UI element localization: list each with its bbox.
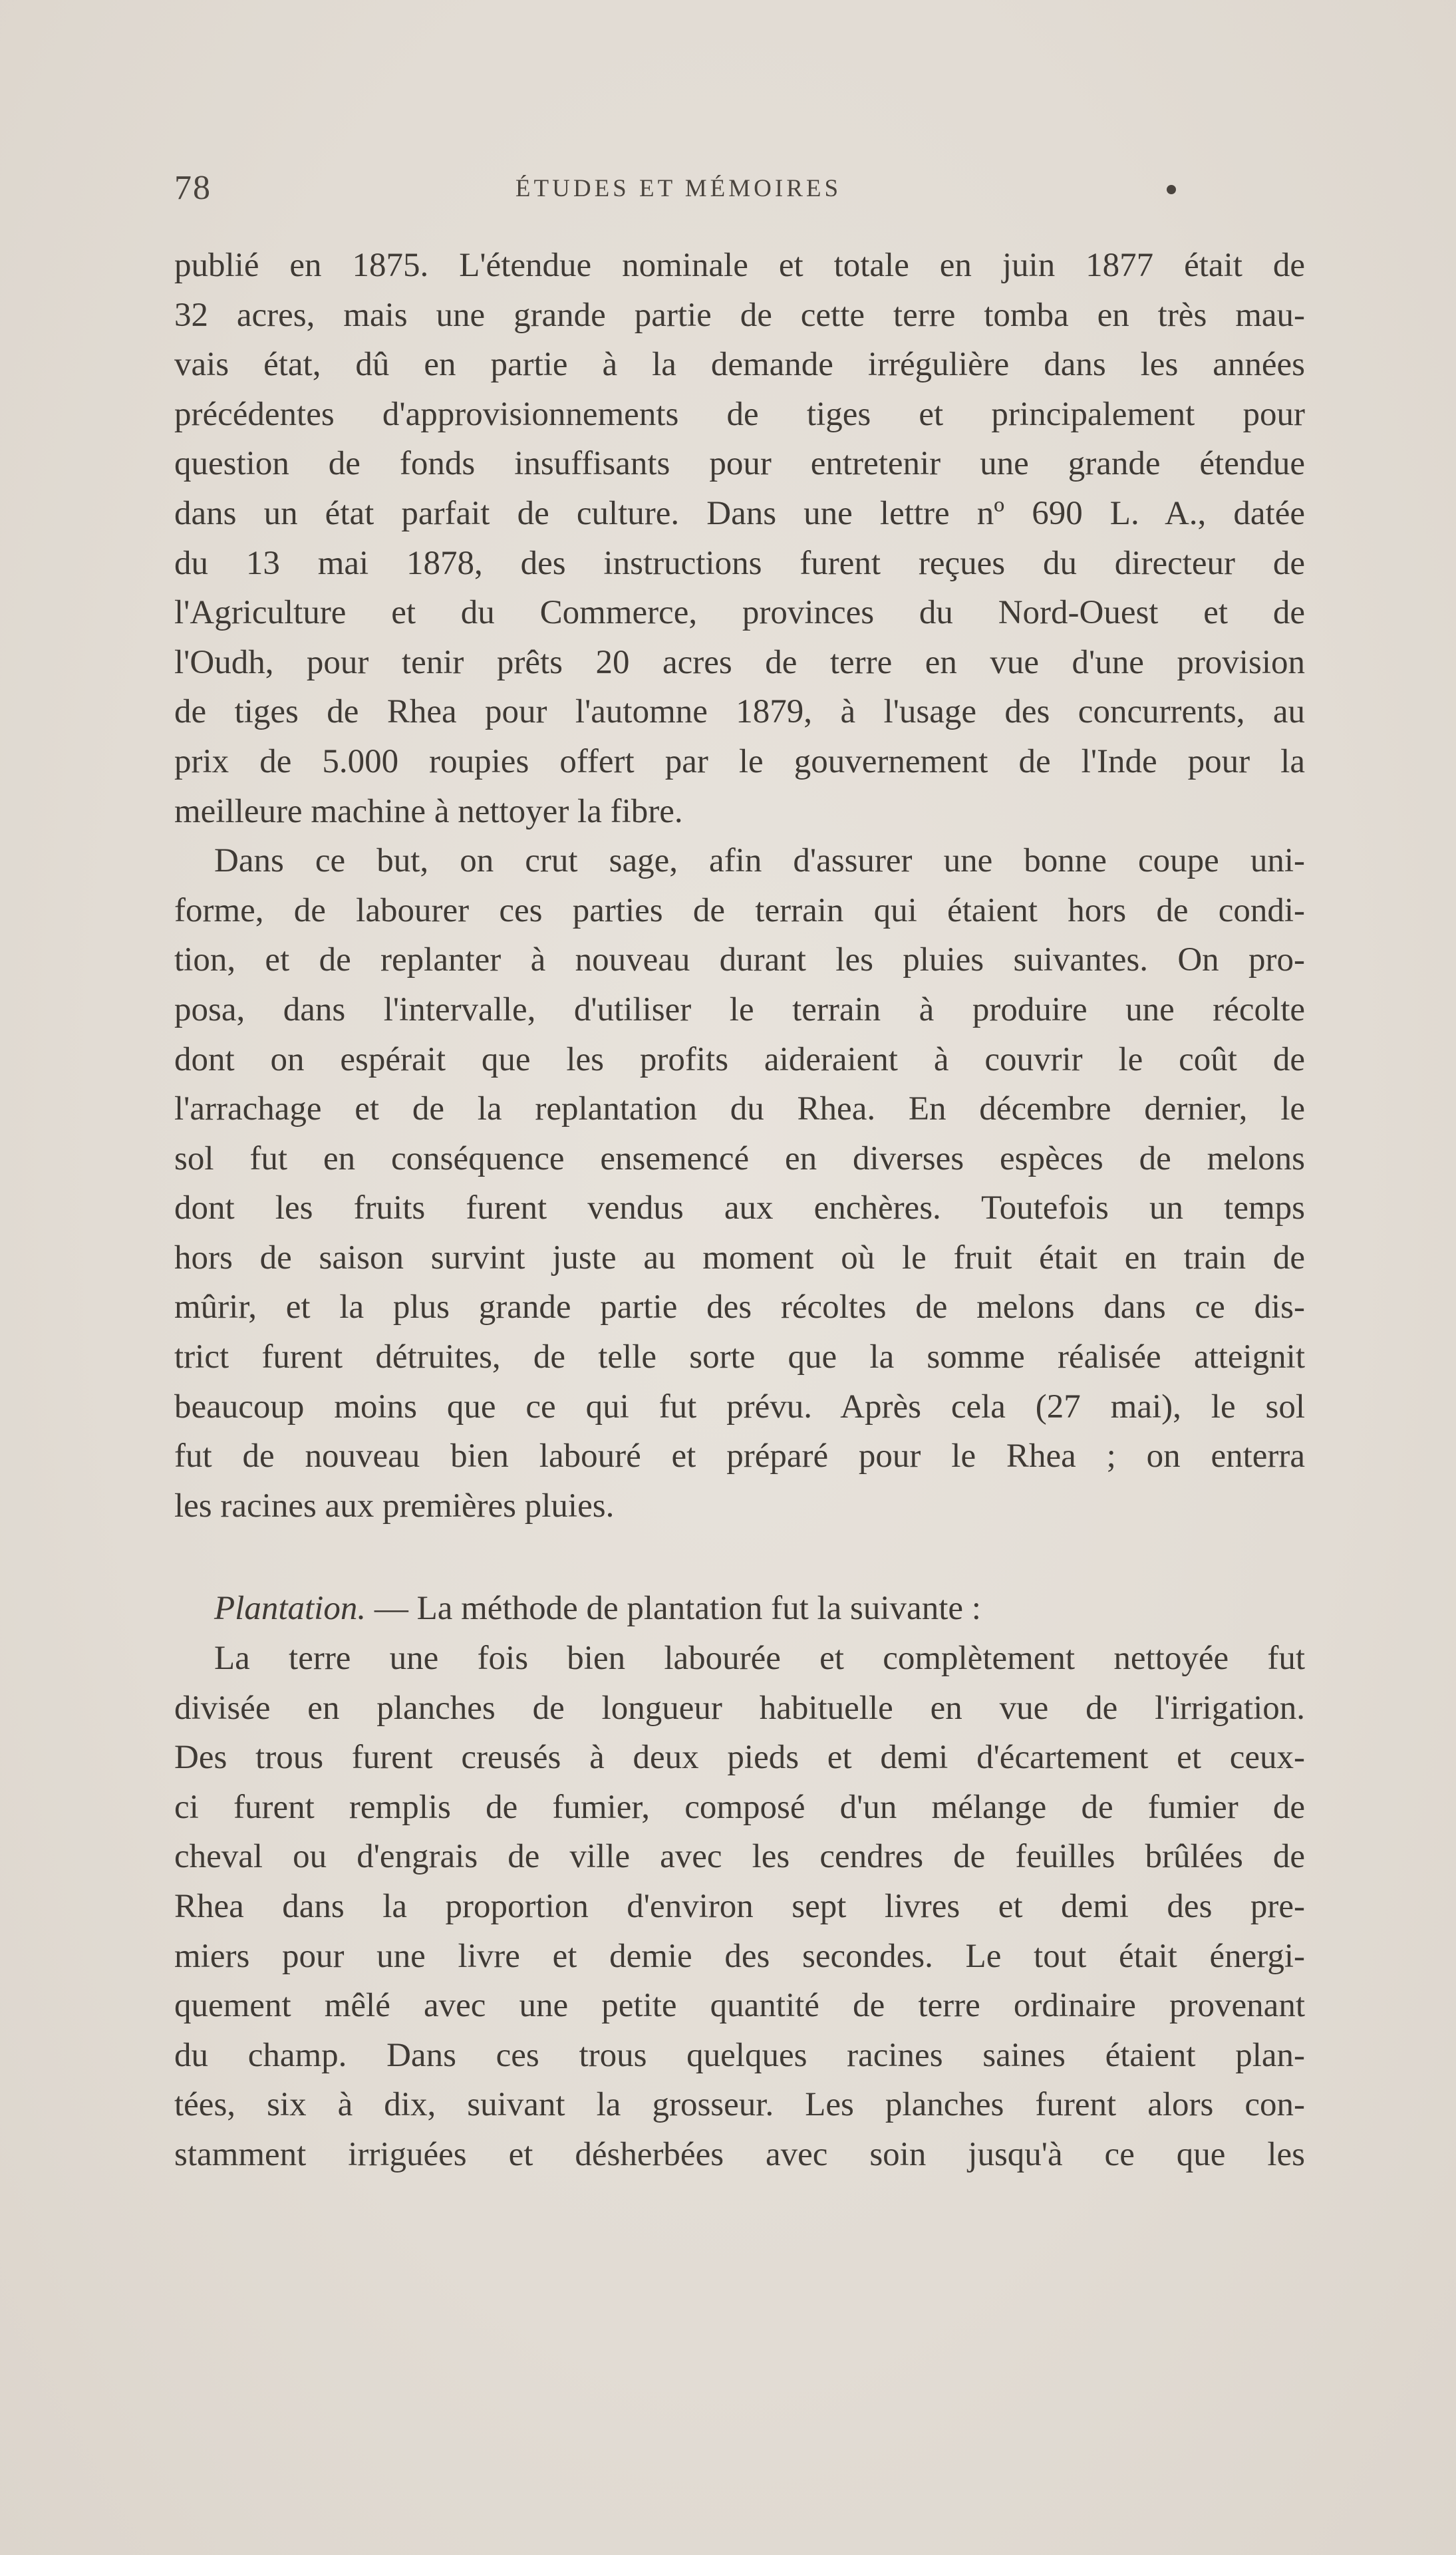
text-line: posa, dans l'intervalle, d'utiliser le terrain à produire une récolte	[174, 990, 1305, 1028]
section-gap	[174, 1531, 1305, 1584]
text-line: sol fut en conséquence ensemencé en diverses espèces de melons	[174, 1139, 1305, 1177]
text-line: dont les fruits furent vendus aux enchères. Toutefois un temps	[174, 1189, 1305, 1227]
text-line: forme, de labourer ces parties de terrain qui étaient hors de condi-	[174, 891, 1305, 929]
text-line: dont on espérait que les profits aideraient à couvrir le coût de	[174, 1040, 1305, 1078]
body-text	[174, 241, 1305, 2180]
text-line: dans un état parfait de culture. Dans une lettre nº 690 L. A., datée	[174, 494, 1305, 532]
section-heading-line	[174, 1584, 1305, 1634]
text-line: l'arrachage et de la replantation du Rhea. En décembre dernier, le	[174, 1090, 1305, 1128]
text-line: beaucoup moins que ce qui fut prévu. Après cela (27 mai), le sol	[174, 1388, 1305, 1426]
text-line: trict furent détruites, de telle sorte que la somme réalisée atteignit	[174, 1338, 1305, 1376]
text-line: question de fonds insuffisants pour entretenir une grande étendue	[174, 445, 1305, 483]
text-line: mûrir, et la plus grande partie des récoltes de melons dans ce dis-	[174, 1288, 1305, 1326]
text-line: stamment irriguées et désherbées avec soin jusqu'à ce que les	[174, 2135, 1305, 2173]
text-line: meilleure machine à nettoyer la fibre.	[174, 792, 683, 830]
section-heading: Plantation.	[214, 1590, 366, 1628]
paragraph	[174, 836, 1305, 1531]
text-line: prix de 5.000 roupies offert par le gouvernement de l'Inde pour la	[174, 742, 1305, 780]
text-line: fut de nouveau bien labouré et préparé pour le Rhea ; on enterra	[174, 1437, 1305, 1475]
text-line: miers pour une livre et demie des secondes. Le tout était énergi-	[174, 1937, 1305, 1975]
text-line: ci furent remplis de fumier, composé d'un mélange de fumier de	[174, 1788, 1305, 1826]
text-line: publié en 1875. L'étendue nominale et totale en juin 1877 était de	[174, 247, 1305, 284]
page-number: 78	[174, 169, 212, 207]
text-line: Des trous furent creusés à deux pieds et demi d'écartement et ceux-	[174, 1739, 1305, 1777]
text-line: de tiges de Rhea pour l'automne 1879, à l'usage des concurrents, au	[174, 693, 1305, 731]
text-line: tion, et de replanter à nouveau durant les pluies suivantes. On pro-	[174, 941, 1305, 979]
running-header	[174, 165, 1183, 212]
text-line: précédentes d'approvisionnements de tiges et principalement pour	[174, 395, 1305, 433]
text-line: divisée en planches de longueur habituelle en vue de l'irrigation.	[174, 1689, 1305, 1727]
text-line: 32 acres, mais une grande partie de cette terre tomba en très mau-	[174, 296, 1305, 334]
section-heading-rest: — La méthode de plantation fut la suivante :	[366, 1590, 981, 1628]
text-line: l'Agriculture et du Commerce, provinces du Nord-Ouest et de	[174, 594, 1305, 632]
running-head-title: ÉTUDES ET MÉMOIRES	[515, 175, 842, 202]
text-line: du 13 mai 1878, des instructions furent reçues du directeur de	[174, 544, 1305, 582]
ornament-dot-icon	[1167, 185, 1176, 194]
text-line: vais état, dû en partie à la demande irrégulière dans les années	[174, 346, 1305, 384]
text-line: Rhea dans la proportion d'environ sept livres et demi des pre-	[174, 1888, 1305, 1925]
text-line: du champ. Dans ces trous quelques racines saines étaient plan-	[174, 2036, 1305, 2074]
paragraph	[174, 241, 1305, 836]
text-line: hors de saison survint juste au moment où le fruit était en train de	[174, 1239, 1305, 1277]
text-line: cheval ou d'engrais de ville avec les cendres de feuilles brûlées de	[174, 1838, 1305, 1876]
text-line: La terre une fois bien labourée et complètement nettoyée fut	[214, 1640, 1305, 1678]
text-line: quement mêlé avec une petite quantité de terre ordinaire provenant	[174, 1987, 1305, 2025]
text-line: les racines aux premières pluies.	[174, 1487, 615, 1525]
text-line: l'Oudh, pour tenir prêts 20 acres de terre en vue d'une provision	[174, 643, 1305, 681]
text-line: tées, six à dix, suivant la grosseur. Les planches furent alors con-	[174, 2086, 1305, 2124]
section-plantation	[174, 1584, 1305, 2179]
text-line: Dans ce but, on crut sage, afin d'assurer une bonne coupe uni-	[214, 842, 1305, 880]
